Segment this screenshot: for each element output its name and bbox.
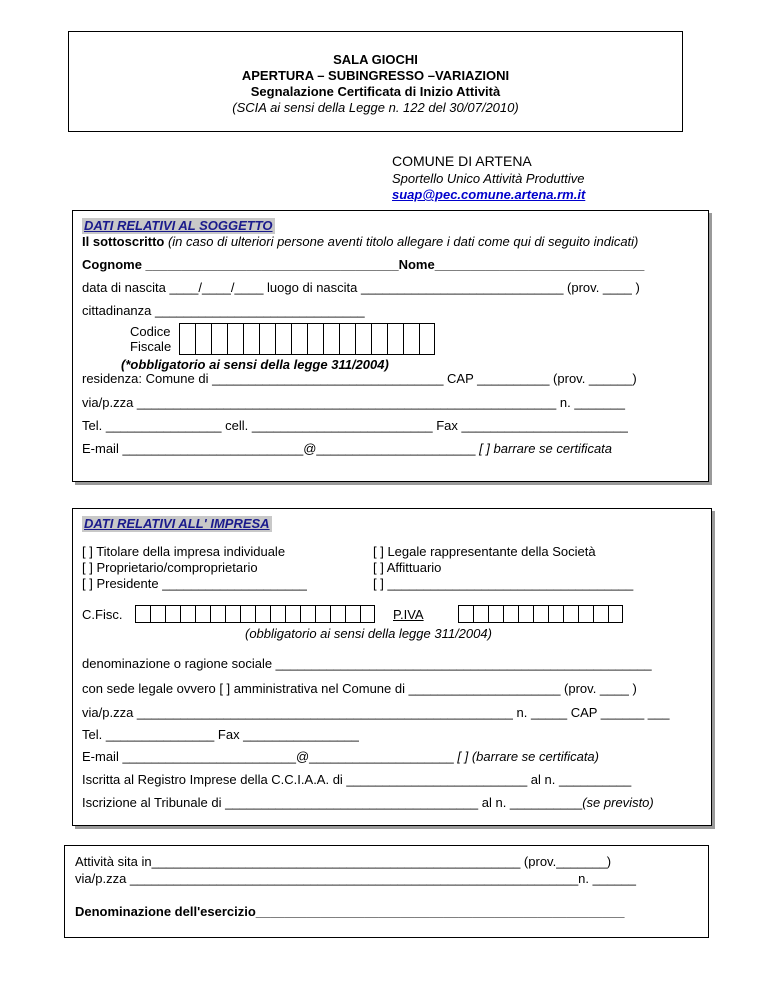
impresa-obbligatorio-note: (obbligatorio ai sensi della legge 311/2004): [245, 626, 492, 641]
header-subtitle: APERTURA – SUBINGRESSO –VARIAZIONI: [241, 68, 510, 83]
cfisc-input[interactable]: [135, 605, 375, 623]
email-certificata-checkbox[interactable]: [ ] barrare se certificata: [479, 441, 613, 456]
soggetto-title: DATI RELATIVI AL SOGGETTO: [84, 218, 273, 233]
via-field[interactable]: via/p.zza __________________________________________________________ n. _______: [82, 395, 625, 410]
impresa-title: DATI RELATIVI ALL' IMPRESA: [84, 516, 270, 531]
attivita-via-field[interactable]: via/p.zza ______________________________________________________________n. ______: [75, 871, 637, 886]
titolare-checkbox[interactable]: [ ] Titolare della impresa individuale: [82, 544, 286, 559]
tribunale-blank[interactable]: Iscrizione al Tribunale di ___________________________________ al n. __________: [82, 795, 583, 810]
cognome-nome-field[interactable]: Cognome ___________________________________Nome_____________________________: [82, 257, 645, 272]
registro-imprese-field[interactable]: Iscritta al Registro Imprese della C.C.I.A.A. di _________________________ al n. __________: [82, 772, 632, 787]
header-law: (SCIA ai sensi della Legge n. 122 del 30/07/2010): [232, 100, 519, 115]
email-blank[interactable]: E-mail _________________________@______________________: [82, 441, 476, 456]
header-box: [68, 31, 683, 132]
intro-italic: (in caso di ulteriori persone aventi titolo allegare i dati come qui di seguito indicati): [167, 234, 639, 249]
codice-fiscale-input[interactable]: [179, 323, 435, 355]
cf-obbligatorio-note: (*obbligatorio ai sensi della legge 311/2004): [121, 357, 389, 372]
affittuario-checkbox[interactable]: [ ] Affittuario: [373, 560, 442, 575]
recipient-office: Sportello Unico Attività Produttive: [392, 171, 585, 186]
se-previsto-note: (se previsto): [582, 795, 654, 810]
soggetto-intro: [82, 234, 638, 250]
presidente-checkbox[interactable]: [ ] Presidente ____________________: [82, 576, 307, 591]
impresa-section: [72, 508, 712, 826]
attivita-section: [64, 845, 709, 938]
intro-bold: Il sottoscritto: [82, 234, 165, 249]
impresa-via-field[interactable]: via/p.zza ____________________________________________________ n. _____ CAP ______ ___: [82, 705, 670, 720]
recipient-comune: COMUNE DI ARTENA: [392, 153, 532, 169]
nascita-field[interactable]: data di nascita ____/____/____ luogo di nascita ____________________________ (prov. ____ ): [82, 280, 640, 295]
impresa-tel-field[interactable]: Tel. _______________ Fax ________________: [82, 727, 359, 742]
header-scia: Segnalazione Certificata di Inizio Attività: [250, 84, 501, 99]
attivita-sita-field[interactable]: Attività sita in___________________________________________________ (prov._______): [75, 854, 612, 869]
header-title: SALA GIOCHI: [333, 52, 418, 67]
piva-input[interactable]: [458, 605, 623, 623]
impresa-email-certificata-checkbox[interactable]: [ ] (barrare se certificata): [457, 749, 599, 764]
denominazione-esercizio-field[interactable]: Denominazione dell'esercizio___________________________________________________: [75, 904, 625, 919]
soggetto-section: [72, 210, 709, 482]
piva-label: P.IVA: [393, 607, 424, 622]
proprietario-checkbox[interactable]: [ ] Proprietario/comproprietario: [82, 560, 258, 575]
email-field[interactable]: [82, 441, 612, 457]
residenza-field[interactable]: residenza: Comune di ________________________________ CAP __________ (prov. ______): [82, 371, 637, 386]
denominazione-field[interactable]: denominazione o ragione sociale ____________________________________________________: [82, 656, 652, 671]
impresa-email-blank[interactable]: E-mail ________________________@____________________: [82, 749, 454, 764]
impresa-email-field[interactable]: [82, 749, 599, 765]
codice-label: Codice: [130, 324, 171, 339]
legale-rappresentante-checkbox[interactable]: [ ] Legale rappresentante della Società: [373, 544, 596, 559]
fiscale-label: Fiscale: [130, 339, 172, 354]
cittadinanza-field[interactable]: cittadinanza _____________________________: [82, 303, 365, 318]
sede-field[interactable]: con sede legale ovvero [ ] amministrativa nel Comune di _____________________ (prov. ____ ): [82, 681, 637, 696]
altro-checkbox[interactable]: [ ] __________________________________: [373, 576, 634, 591]
cfisc-label: C.Fisc.: [82, 607, 123, 622]
tel-field[interactable]: Tel. ________________ cell. _________________________ Fax _______________________: [82, 418, 628, 433]
recipient-email-link[interactable]: suap@pec.comune.artena.rm.it: [392, 187, 586, 202]
tribunale-field[interactable]: [82, 795, 654, 811]
